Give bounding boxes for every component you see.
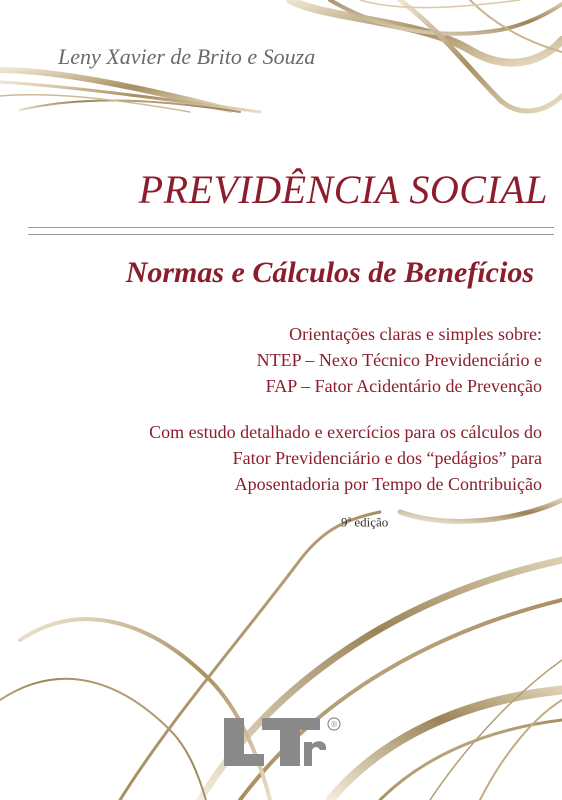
study-block	[149, 419, 542, 497]
registered-mark-icon: ®	[331, 720, 338, 729]
orientations-line: Orientações claras e simples sobre:	[289, 324, 542, 344]
edition-word: edição	[351, 514, 389, 530]
edition-number: 9	[341, 514, 348, 530]
orientations-line: FAP – Fator Acidentário de Prevenção	[265, 376, 542, 396]
orientations-line: NTEP – Nexo Técnico Previdenciário e	[256, 350, 542, 370]
ltr-publisher-logo	[222, 714, 344, 770]
title-divider-bottom	[28, 234, 554, 235]
edition-label	[341, 514, 388, 530]
title-divider-top	[28, 227, 554, 228]
book-title: PREVIDÊNCIA SOCIAL	[138, 167, 548, 212]
book-subtitle: Normas e Cálculos de Benefícios	[125, 256, 534, 289]
study-line: Fator Previdenciário e dos “pedágios” para	[232, 448, 542, 468]
orientations-block	[257, 321, 542, 399]
author-name: Leny Xavier de Brito e Souza	[58, 44, 316, 69]
edition-ordinal: a	[347, 514, 352, 523]
study-line: Com estudo detalhado e exercícios para os cálculos do	[149, 422, 542, 442]
study-line: Aposentadoria por Tempo de Contribuição	[234, 474, 542, 494]
